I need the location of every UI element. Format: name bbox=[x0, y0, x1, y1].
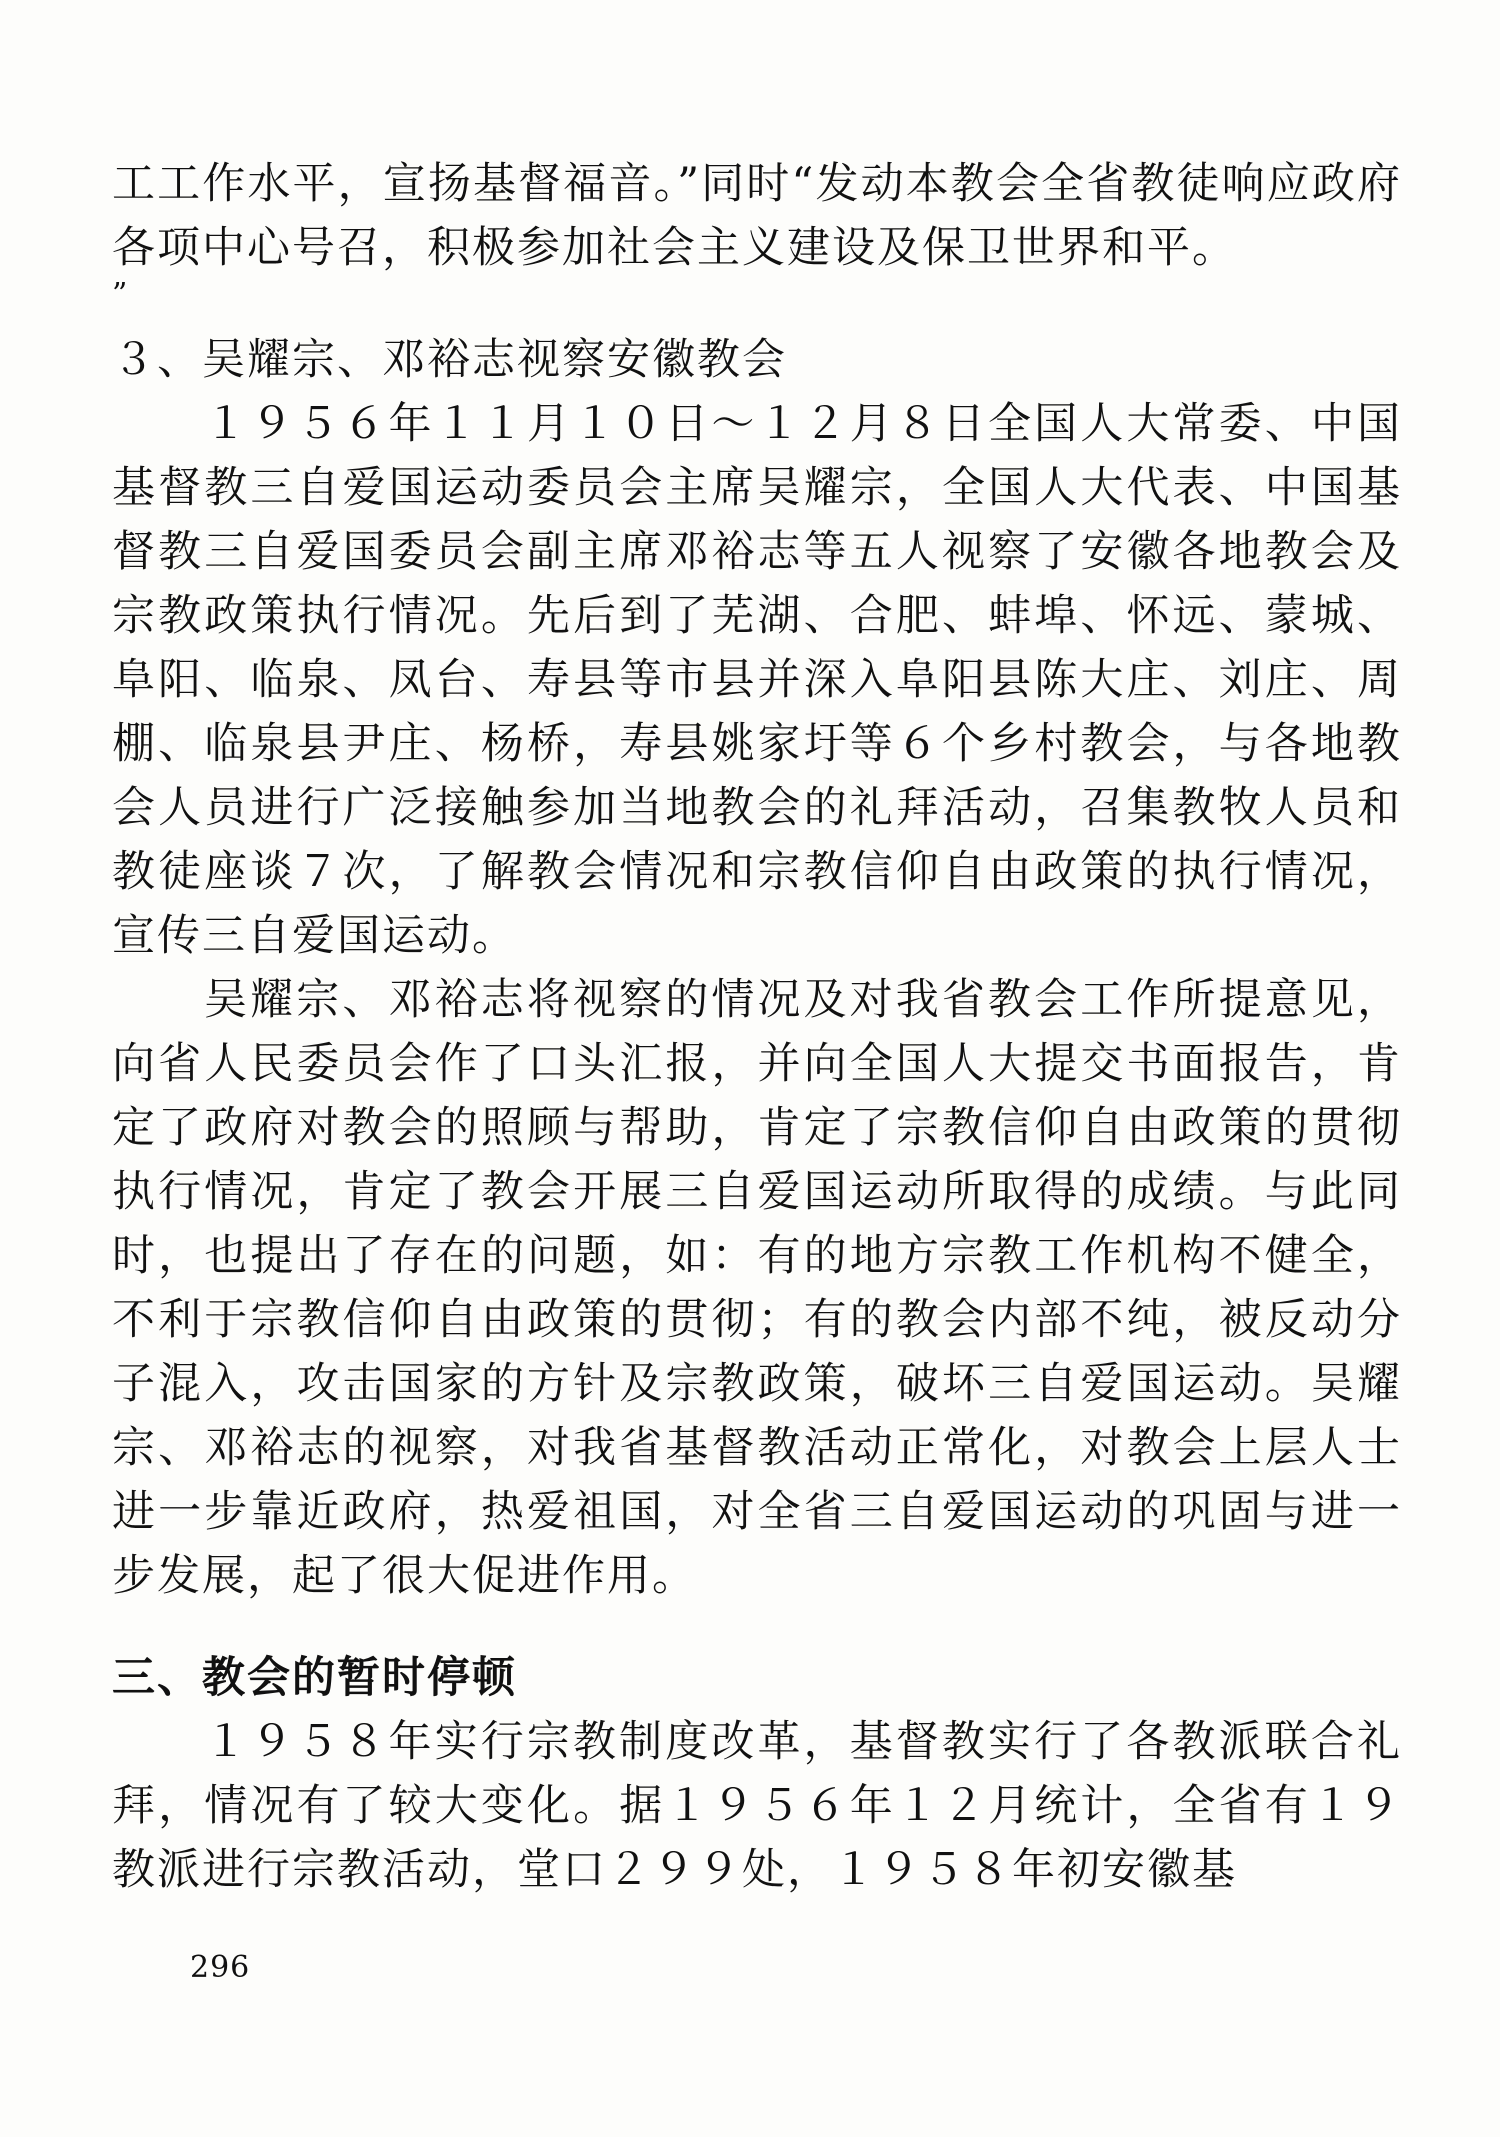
section-3-heading: ３、吴耀宗、邓裕志视察安徽教会 bbox=[112, 335, 787, 385]
section-3-paragraph-1: １９５６年１１月１０日～１２月８日全国人大常委、中国基督教三自爱国运动委员会主席吴耀宗，全国人大代表、中国基督教三自爱国委员会副主席邓裕志等五人视察了安徽各地教会及宗教政策执行情况。先后到了芜湖、合肥、蚌埠、怀远、蒙城、阜阳、临泉、凤台、寿县等市县并深入阜阳县陈大庄、刘庄、周棚、临泉县尹庄、杨桥，寿县姚家圩等６个乡村教会，与各地教会人员进行广泛接触参加当地教会的礼拜活动，召集教牧人员和教徒座谈７次，了解教会情况和宗教信仰自由政策的执行情况，宣传三自爱国运动。 bbox=[112, 399, 1402, 961]
page-number: 296 bbox=[190, 1950, 251, 1985]
part-3-heading: 三、教会的暂时停顿 bbox=[112, 1653, 517, 1703]
page-content bbox=[112, 152, 1402, 1902]
closing-quote-mark: ” bbox=[112, 277, 128, 312]
part-3-paragraph-1: １９５８年实行宗教制度改革，基督教实行了各教派联合礼拜，情况有了较大变化。据１９５６年１２月统计，全省有１９教派进行宗教活动，堂口２９９处，１９５８年初安徽基 bbox=[112, 1717, 1402, 1895]
section-3-paragraph-2: 吴耀宗、邓裕志将视察的情况及对我省教会工作所提意见，向省人民委员会作了口头汇报，并向全国人大提交书面报告，肯定了政府对教会的照顾与帮助，肯定了宗教信仰自由政策的贯彻执行情况，肯定了教会开展三自爱国运动所取得的成绩。与此同时，也提出了存在的问题，如：有的地方宗教工作机构不健全，不利于宗教信仰自由政策的贯彻；有的教会内部不纯，被反动分子混入，攻击国家的方针及宗教政策，破坏三自爱国运动。吴耀宗、邓裕志的视察，对我省基督教活动正常化，对教会上层人士进一步靠近政府，热爱祖国，对全省三自爱国运动的巩固与进一步发展，起了很大促进作用。 bbox=[112, 975, 1402, 1601]
section-spacer bbox=[112, 1608, 1402, 1646]
intro-paragraph: 工工作水平，宣扬基督福音。”同时“发动本教会全省教徒响应政府各项中心号召，积极参加社会主义建设及保卫世界和平。 bbox=[112, 159, 1402, 273]
